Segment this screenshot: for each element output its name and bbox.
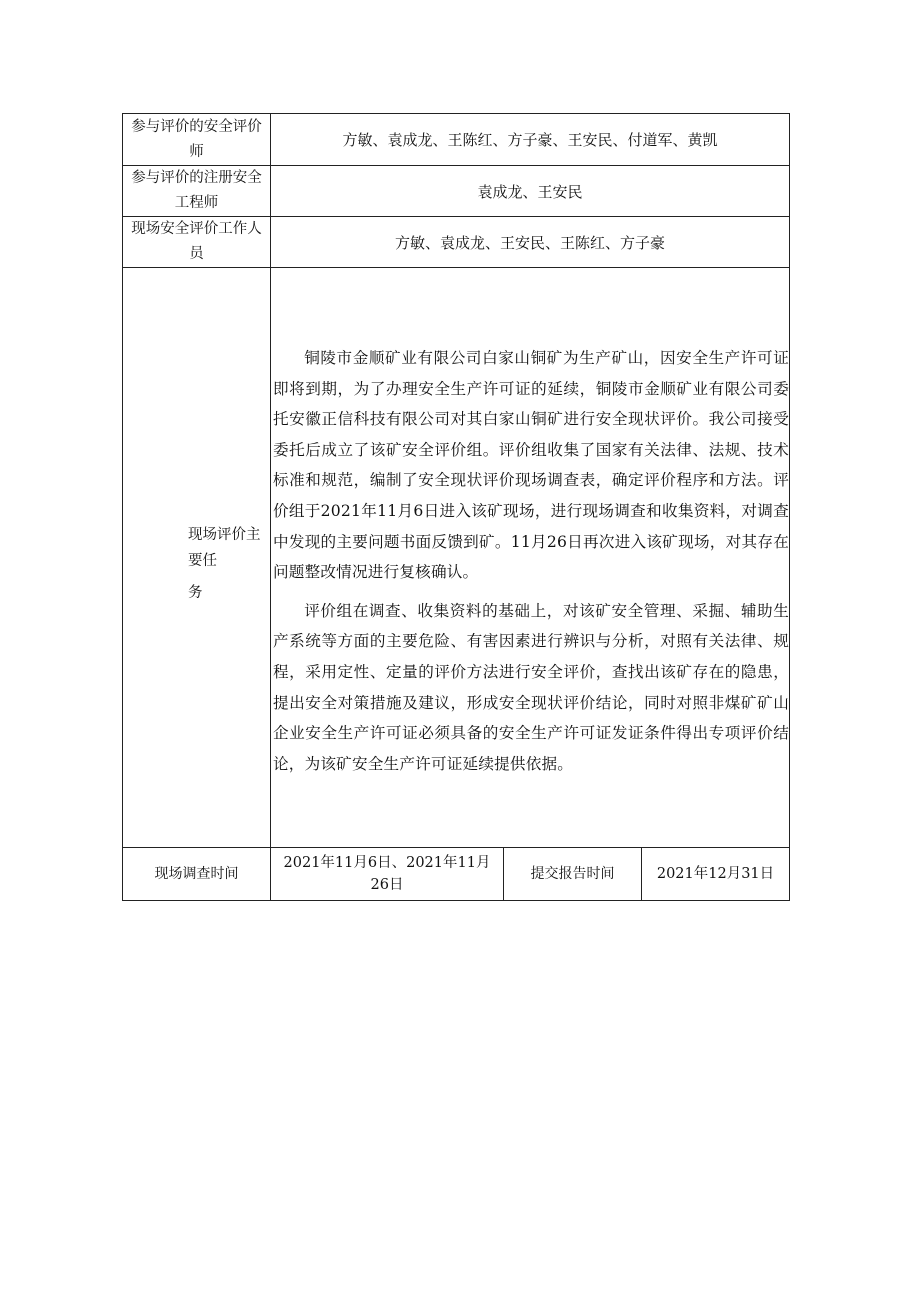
evaluation-info-table (122, 113, 790, 901)
registered-engineers-label: 参与评价的注册安全工程师 (131, 170, 262, 211)
registered-engineers-value: 袁成龙、王安民 (477, 182, 583, 201)
row-divider (122, 267, 790, 268)
submit-time-label: 提交报告时间 (530, 866, 615, 882)
task-paragraph: 铜陵市金顺矿业有限公司白家山铜矿为生产矿山，因安全生产许可证即将到期，为了办理安全生产许可证的延续，铜陵市金顺矿业有限公司委托安徽正信科技有限公司对其白家山铜矿进行安全现状评价。我公司接受委托后成立了该矿安全评价组。评价组收集了国家有关法律、法规、技术标准和规范，编制了安全现状评价现场调查表，确定评价程序和方法。评价组于2021年11月6日进入该矿现场，进行现场调查和收集资料，对调查中发现的主要问题书面反馈到矿。11月26日再次进入该矿现场，对其存在问题整改情况进行复核确认。 (273, 349, 789, 582)
safety-evaluators-value: 方敏、袁成龙、王陈红、方子豪、王安民、付道军、黄凯 (342, 131, 718, 149)
table-border-right (789, 113, 790, 901)
main-task-label-line: 要任 (188, 553, 217, 569)
table-border-bottom (122, 900, 790, 901)
site-staff-label: 现场安全评价工作人员 (131, 221, 262, 262)
main-task-description (273, 343, 789, 779)
submit-time-value: 2021年12月31日 (656, 866, 775, 882)
main-task-label-line: 现场评价主 (188, 527, 261, 543)
survey-time-label: 现场调查时间 (154, 866, 239, 882)
safety-evaluators-label: 参与评价的安全评价师 (131, 118, 262, 160)
main-task-label-line: 务 (188, 585, 203, 601)
main-task-label (188, 522, 272, 606)
site-staff-value: 方敏、袁成龙、王安民、王陈红、方子豪 (394, 233, 665, 252)
task-paragraph: 评价组在调查、收集资料的基础上，对该矿安全管理、采掘、辅助生产系统等方面的主要危险、有害因素进行辨识与分析，对照有关法律、规程，采用定性、定量的评价方法进行安全评价，查找出该矿存在的隐患，提出安全对策措施及建议，形成安全现状评价结论，同时对照非煤矿矿山企业安全生产许可证必须具备的安全生产许可证发证条件得出专项评价结论，为该矿安全生产许可证延续提供依据。 (273, 601, 789, 773)
survey-time-value: 2021年11月6日、2021年11月26日 (283, 855, 491, 893)
